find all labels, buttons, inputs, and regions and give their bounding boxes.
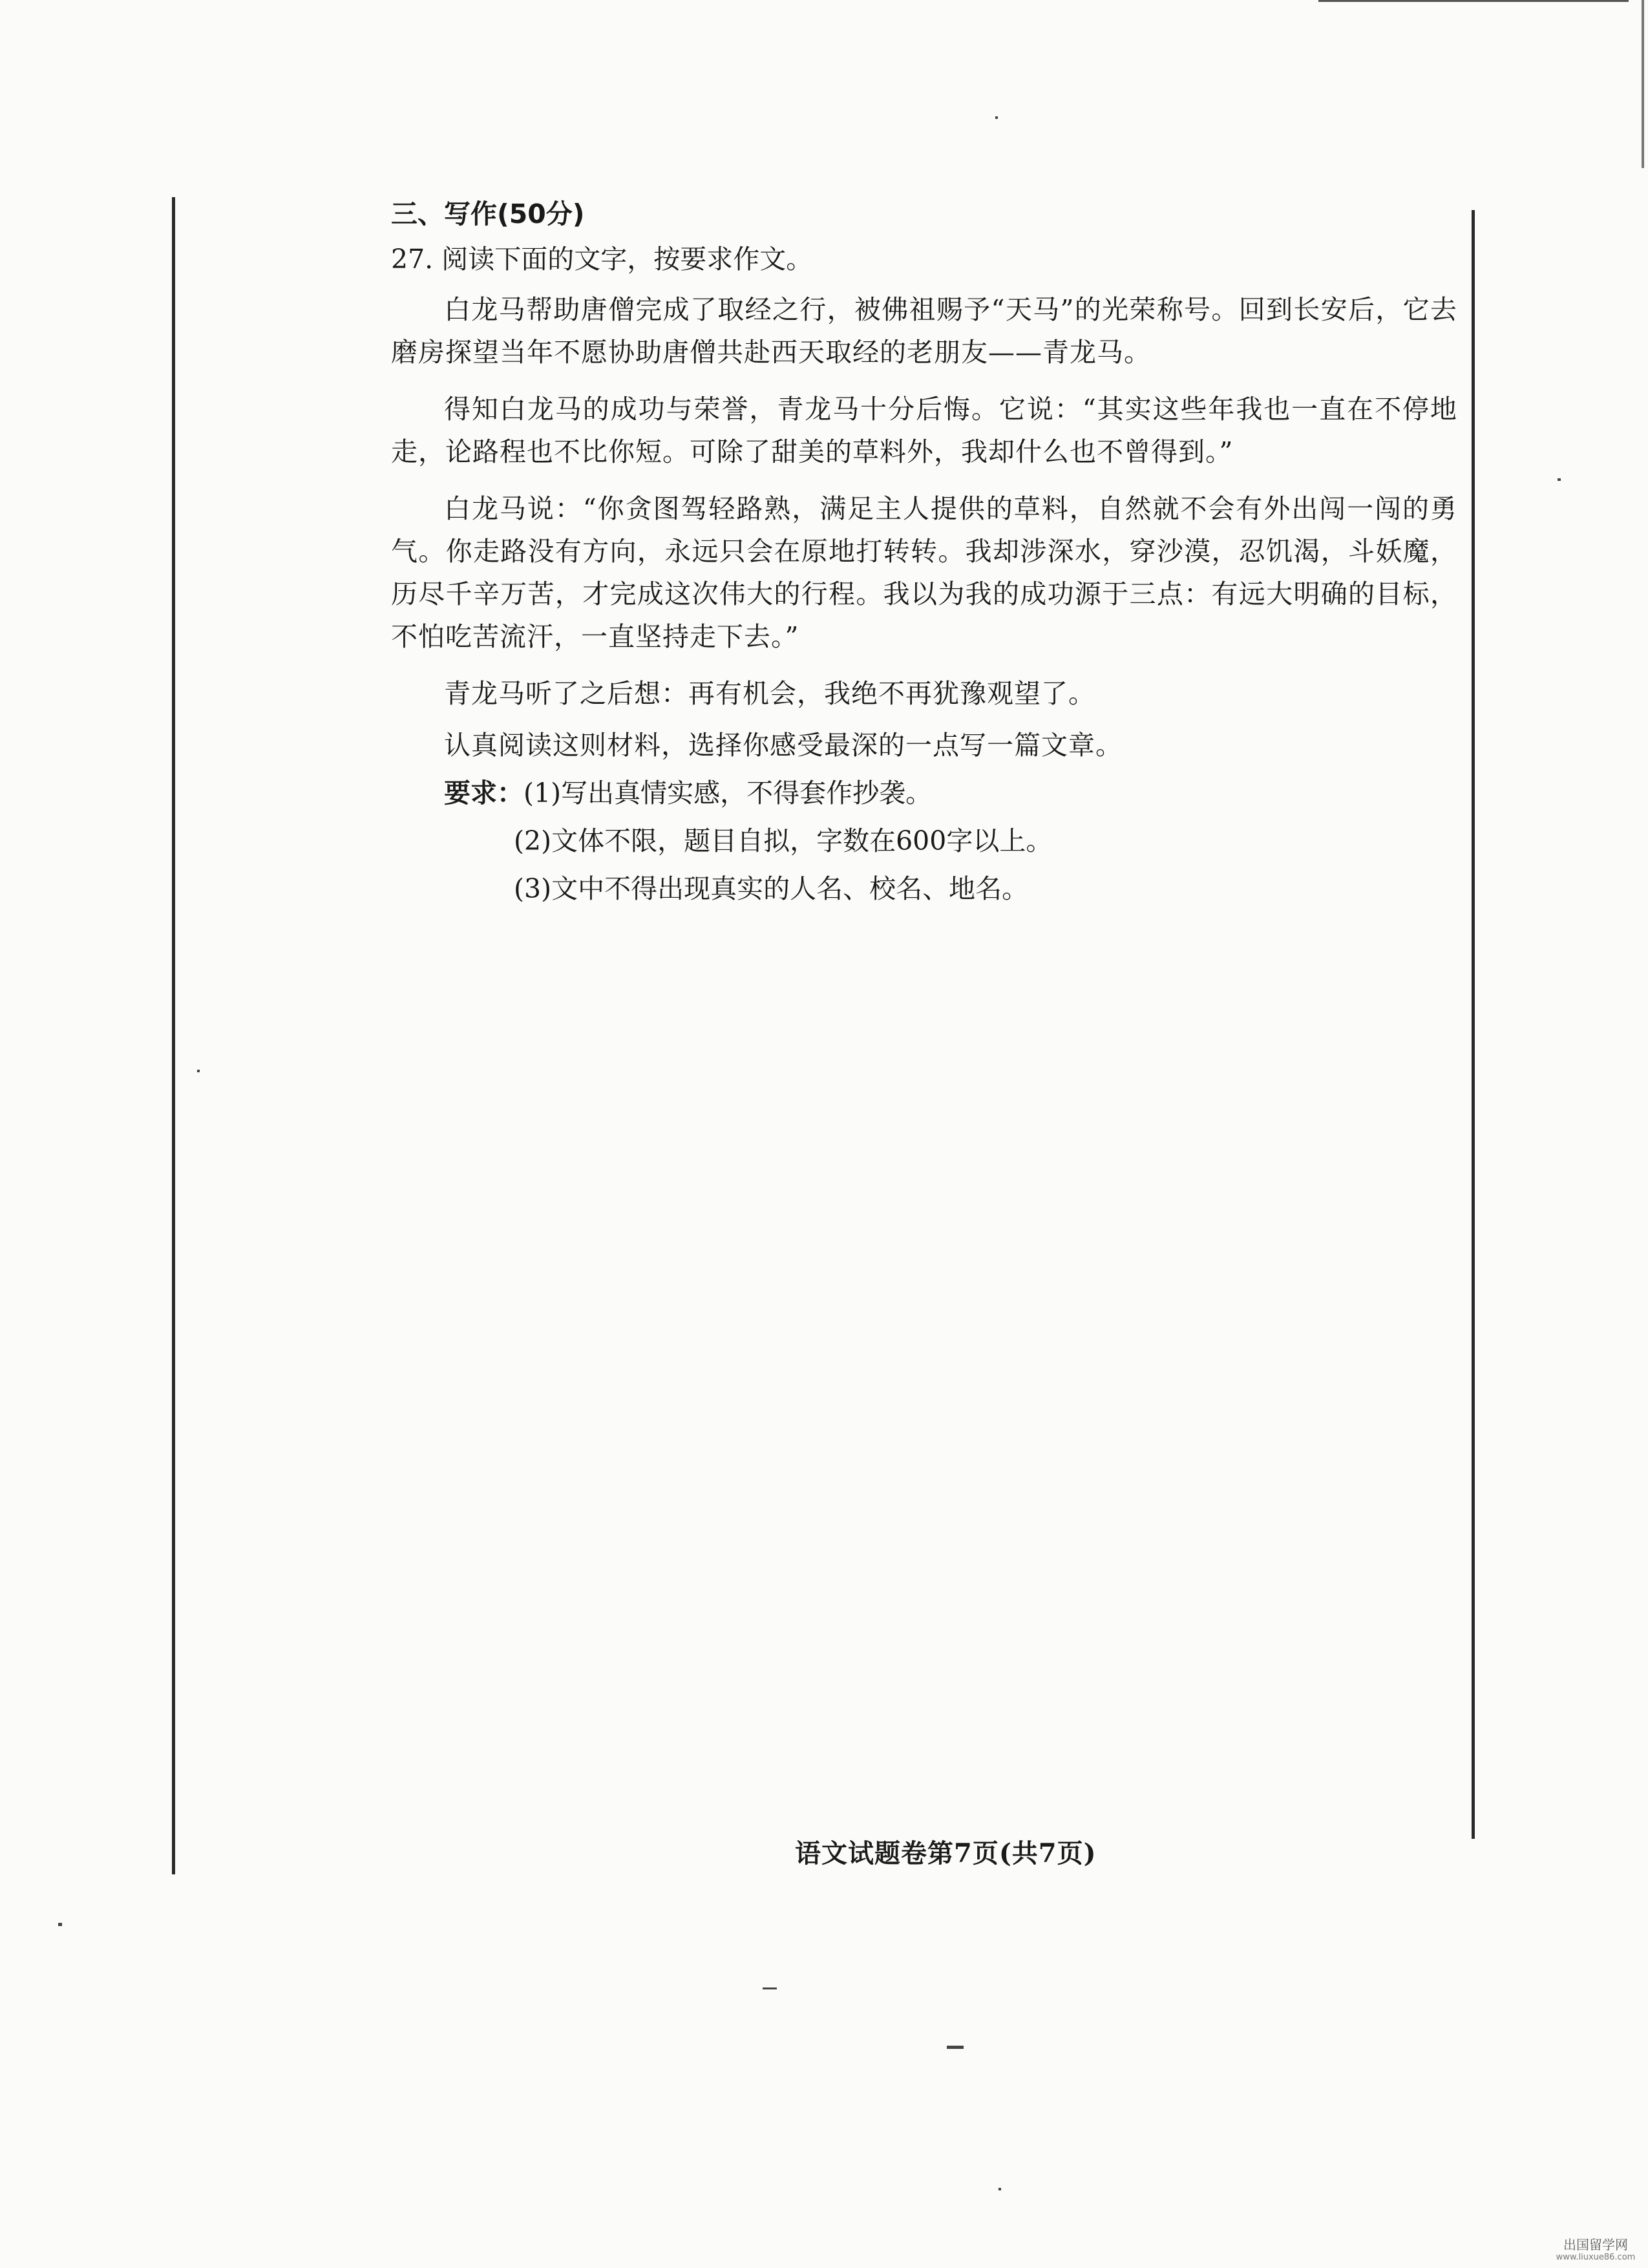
scan-speck bbox=[763, 1987, 777, 1989]
scan-speck bbox=[58, 1923, 62, 1926]
requirements-label: 要求： bbox=[444, 778, 523, 809]
scan-speck bbox=[1558, 478, 1561, 481]
question-prompt: 27. 阅读下面的文字，按要求作文。 bbox=[391, 244, 813, 275]
page-footer: 语文试题卷第7页(共7页) bbox=[795, 1838, 1097, 1869]
scan-speck bbox=[995, 116, 998, 119]
requirement-item: (1)写出真情实感，不得套作抄袭。 bbox=[523, 778, 933, 809]
requirement-item: (2)文体不限，题目自拟，字数在600字以上。 bbox=[514, 825, 1053, 856]
site-watermark bbox=[1547, 2237, 1644, 2263]
requirement-item: (3)文中不得出现真实的人名、校名、地名。 bbox=[514, 873, 1029, 904]
material-paragraph: 白龙马说：“你贪图驾轻路熟，满足主人提供的草料，自然就不会有外出闯一闯的勇气。你走路没有方向，永远只会在原地打转转。我却涉深水，穿沙漠，忍饥渴，斗妖魔，历尽千辛万苦，才完成这次伟大的行程。我以为我的成功源于三点：有远大明确的目标，不怕吃苦流汗，一直坚持走下去。” bbox=[391, 493, 1457, 652]
material-paragraph: 白龙马帮助唐僧完成了取经之行，被佛祖赐予“天马”的光荣称号。回到长安后，它去磨房探望当年不愿协助唐僧共赴西天取经的老朋友——青龙马。 bbox=[391, 294, 1457, 368]
material-paragraph: 得知白龙马的成功与荣誉，青龙马十分后悔。它说：“其实这些年我也一直在不停地走，论路程也不比你短。可除了甜美的草料外，我却什么也不曾得到。” bbox=[391, 394, 1457, 467]
exam-content bbox=[391, 194, 1457, 910]
watermark-text: 出国留学网 bbox=[1563, 2237, 1628, 2252]
watermark-url: www.liuxue86.com bbox=[1556, 2252, 1636, 2262]
scan-mark-top bbox=[1318, 0, 1629, 2]
section-heading: 三、写作(50分) bbox=[391, 198, 585, 229]
left-margin-rule bbox=[172, 197, 175, 1874]
scan-mark-edge bbox=[1642, 0, 1644, 168]
scan-speck bbox=[947, 2046, 964, 2049]
scan-speck bbox=[197, 1070, 200, 1072]
scan-speck bbox=[998, 2188, 1001, 2190]
material-paragraph: 青龙马听了之后想：再有机会，我绝不再犹豫观望了。 bbox=[444, 678, 1095, 709]
right-margin-rule bbox=[1472, 210, 1475, 1839]
requirements bbox=[444, 772, 1457, 814]
task-instruction: 认真阅读这则材料，选择你感受最深的一点写一篇文章。 bbox=[444, 730, 1123, 761]
